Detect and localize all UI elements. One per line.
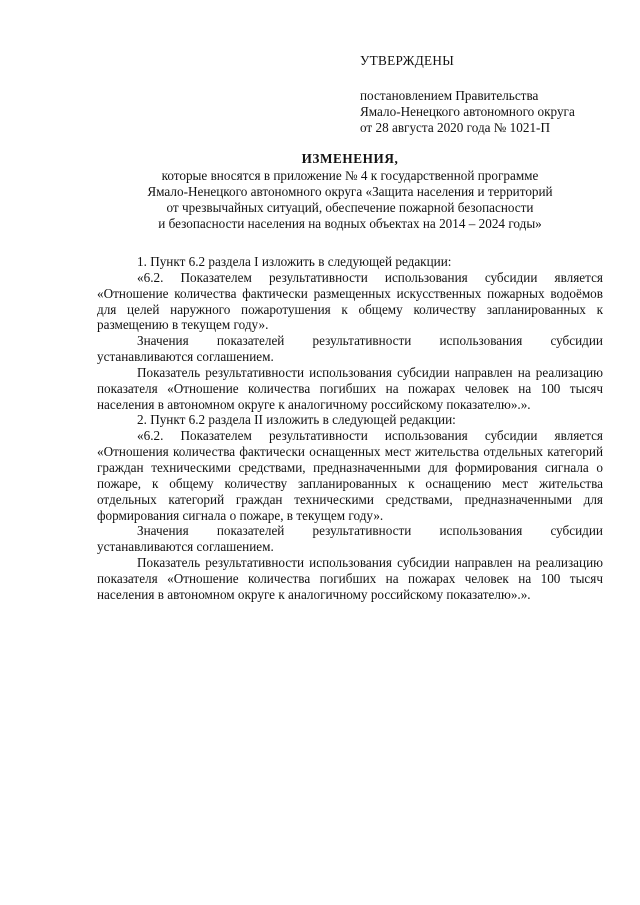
- paragraph: Значения показателей результативности использования субсидии устанавливаются соглашением.: [97, 523, 603, 555]
- document-title: [100, 151, 600, 232]
- approval-stamp: УТВЕРЖДЕНЫ: [360, 53, 455, 68]
- title-heading: ИЗМЕНЕНИЯ,: [301, 151, 399, 166]
- paragraph: Показатель результативности использования субсидии направлен на реализацию показателя «Отношение количества погибших на пожарах человек на 100 тысяч населения в автономном округе к аналогичному российскому показателю».».: [97, 364, 603, 412]
- paragraph: «6.2. Показателем результативности использования субсидии является «Отношения количества фактически оснащенных мест жительства отдельных категорий граждан техническими средствами, предназначенными для формирования сигнала о пожаре, к общему количеству запланированных к оснащению мест жительства отдельных категорий граждан техническими средствами, предназначенными для формирования сигнала о пожаре, в текущем году».: [97, 428, 603, 523]
- paragraph: Показатель результативности использования субсидии направлен на реализацию показателя «Отношение количества погибших на пожарах человек на 100 тысяч населения в автономном округе к аналогичному российскому показателю».».: [97, 555, 603, 602]
- paragraph: «6.2. Показателем результативности использования субсидии является «Отношение количества фактически размещенных искусственных пожарных водоёмов для целей наружного пожаротушения к общему количеству запланированных к размещению в текущем году».: [97, 269, 603, 333]
- title-line: от чрезвычайных ситуаций, обеспечение пожарной безопасности: [166, 200, 534, 215]
- approval-line: Ямало-Ненецкого автономного округа: [360, 104, 575, 119]
- title-line: которые вносятся в приложение № 4 к государственной программе: [161, 168, 539, 183]
- document-body: [97, 254, 603, 603]
- paragraph: 1. Пункт 6.2 раздела I изложить в следующей редакции:: [137, 254, 452, 269]
- approval-line: постановлением Правительства: [360, 88, 539, 103]
- title-line: Ямало-Ненецкого автономного округа «Защита населения и территорий: [147, 184, 553, 199]
- paragraph: Значения показателей результативности использования субсидии устанавливаются соглашением.: [97, 333, 603, 365]
- paragraph: 2. Пункт 6.2 раздела II изложить в следующей редакции:: [137, 412, 456, 428]
- title-line: и безопасности населения на водных объектах на 2014 – 2024 годы»: [158, 216, 542, 231]
- approval-line: от 28 августа 2020 года № 1021-П: [360, 120, 550, 135]
- approval-block: [360, 53, 620, 136]
